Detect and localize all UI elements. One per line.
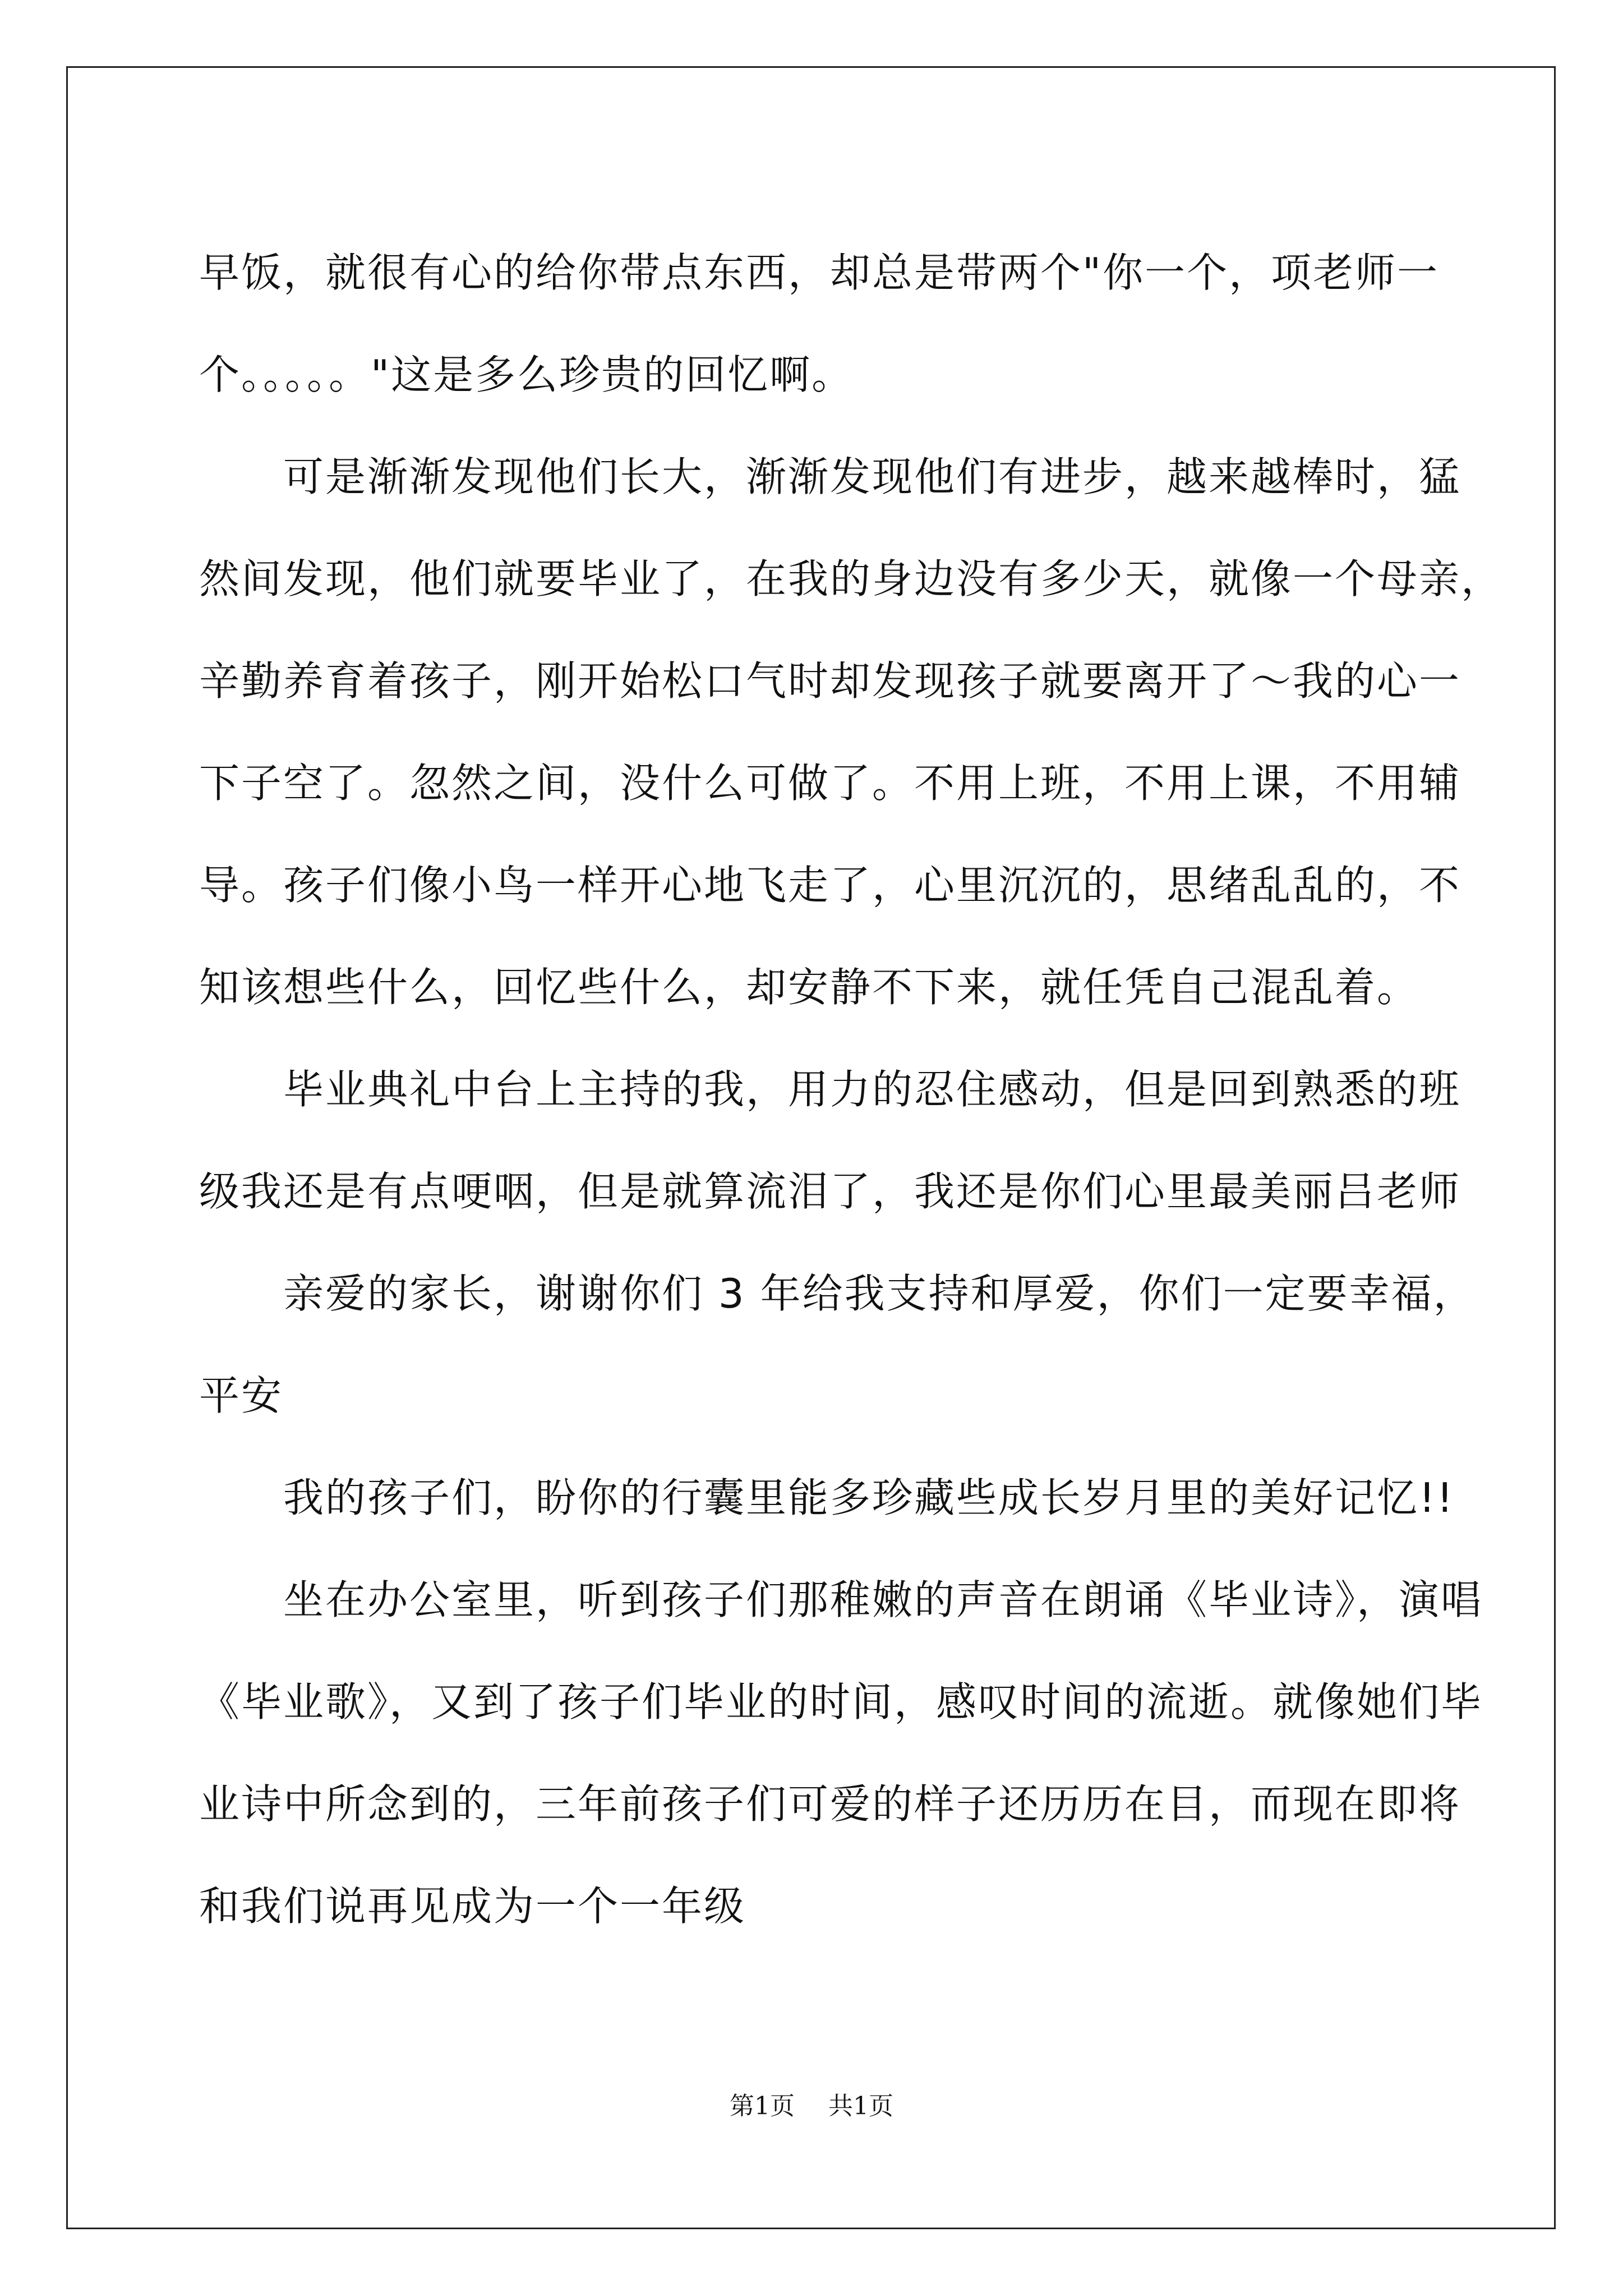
text-line: 知该想些什么，回忆些什么，却安静不下来，就任凭自己混乱着。 xyxy=(199,964,1419,1011)
page-total: 共1页 xyxy=(828,2092,893,2120)
text-line: 可是渐渐发现他们长大，渐渐发现他们有进步，越来越棒时，猛 xyxy=(283,453,1461,500)
text-line: 业诗中所念到的，三年前孩子们可爱的样子还历历在目，而现在即将 xyxy=(199,1780,1461,1828)
document-body xyxy=(199,222,1504,1957)
text-line: 坐在办公室里，听到孩子们那稚嫩的声音在朗诵《毕业诗》，演唱 xyxy=(283,1576,1483,1623)
text-line: 然间发现，他们就要毕业了，在我的身边没有多少天，就像一个母亲， xyxy=(199,555,1504,602)
text-line: 毕业典礼中台上主持的我，用力的忍住感动，但是回到熟悉的班 xyxy=(283,1066,1461,1113)
text-line: 《毕业歌》，又到了孩子们毕业的时间，感叹时间的流逝。就像她们毕 xyxy=(199,1678,1483,1726)
text-line: 早饭，就很有心的给你带点东西，却总是带两个"你一个，项老师一 xyxy=(199,249,1440,296)
text-line: 个。。。。。"这是多么珍贵的回忆啊。 xyxy=(199,351,854,398)
text-line: 下子空了。忽然之间，没什么可做了。不用上班，不用上课，不用辅 xyxy=(199,760,1461,807)
text-line: 级我还是有点哽咽，但是就算流泪了，我还是你们心里最美丽吕老师 xyxy=(199,1168,1461,1215)
page-number: 第1页 xyxy=(730,2092,795,2120)
text-line: 导。孩子们像小鸟一样开心地飞走了，心里沉沉的，思绪乱乱的，不 xyxy=(199,862,1461,909)
text-line: 亲爱的家长，谢谢你们 3 年给我支持和厚爱，你们一定要幸福， xyxy=(283,1270,1476,1317)
text-line: 辛勤养育着孩子，刚开始松口气时却发现孩子就要离开了～我的心一 xyxy=(199,657,1461,705)
text-line: 我的孩子们，盼你的行囊里能多珍藏些成长岁月里的美好记忆!! xyxy=(283,1474,1455,1521)
text-line: 和我们说再见成为一个一年级 xyxy=(199,1883,746,1930)
page-footer xyxy=(0,2090,1623,2123)
text-line: 平安 xyxy=(199,1372,284,1419)
